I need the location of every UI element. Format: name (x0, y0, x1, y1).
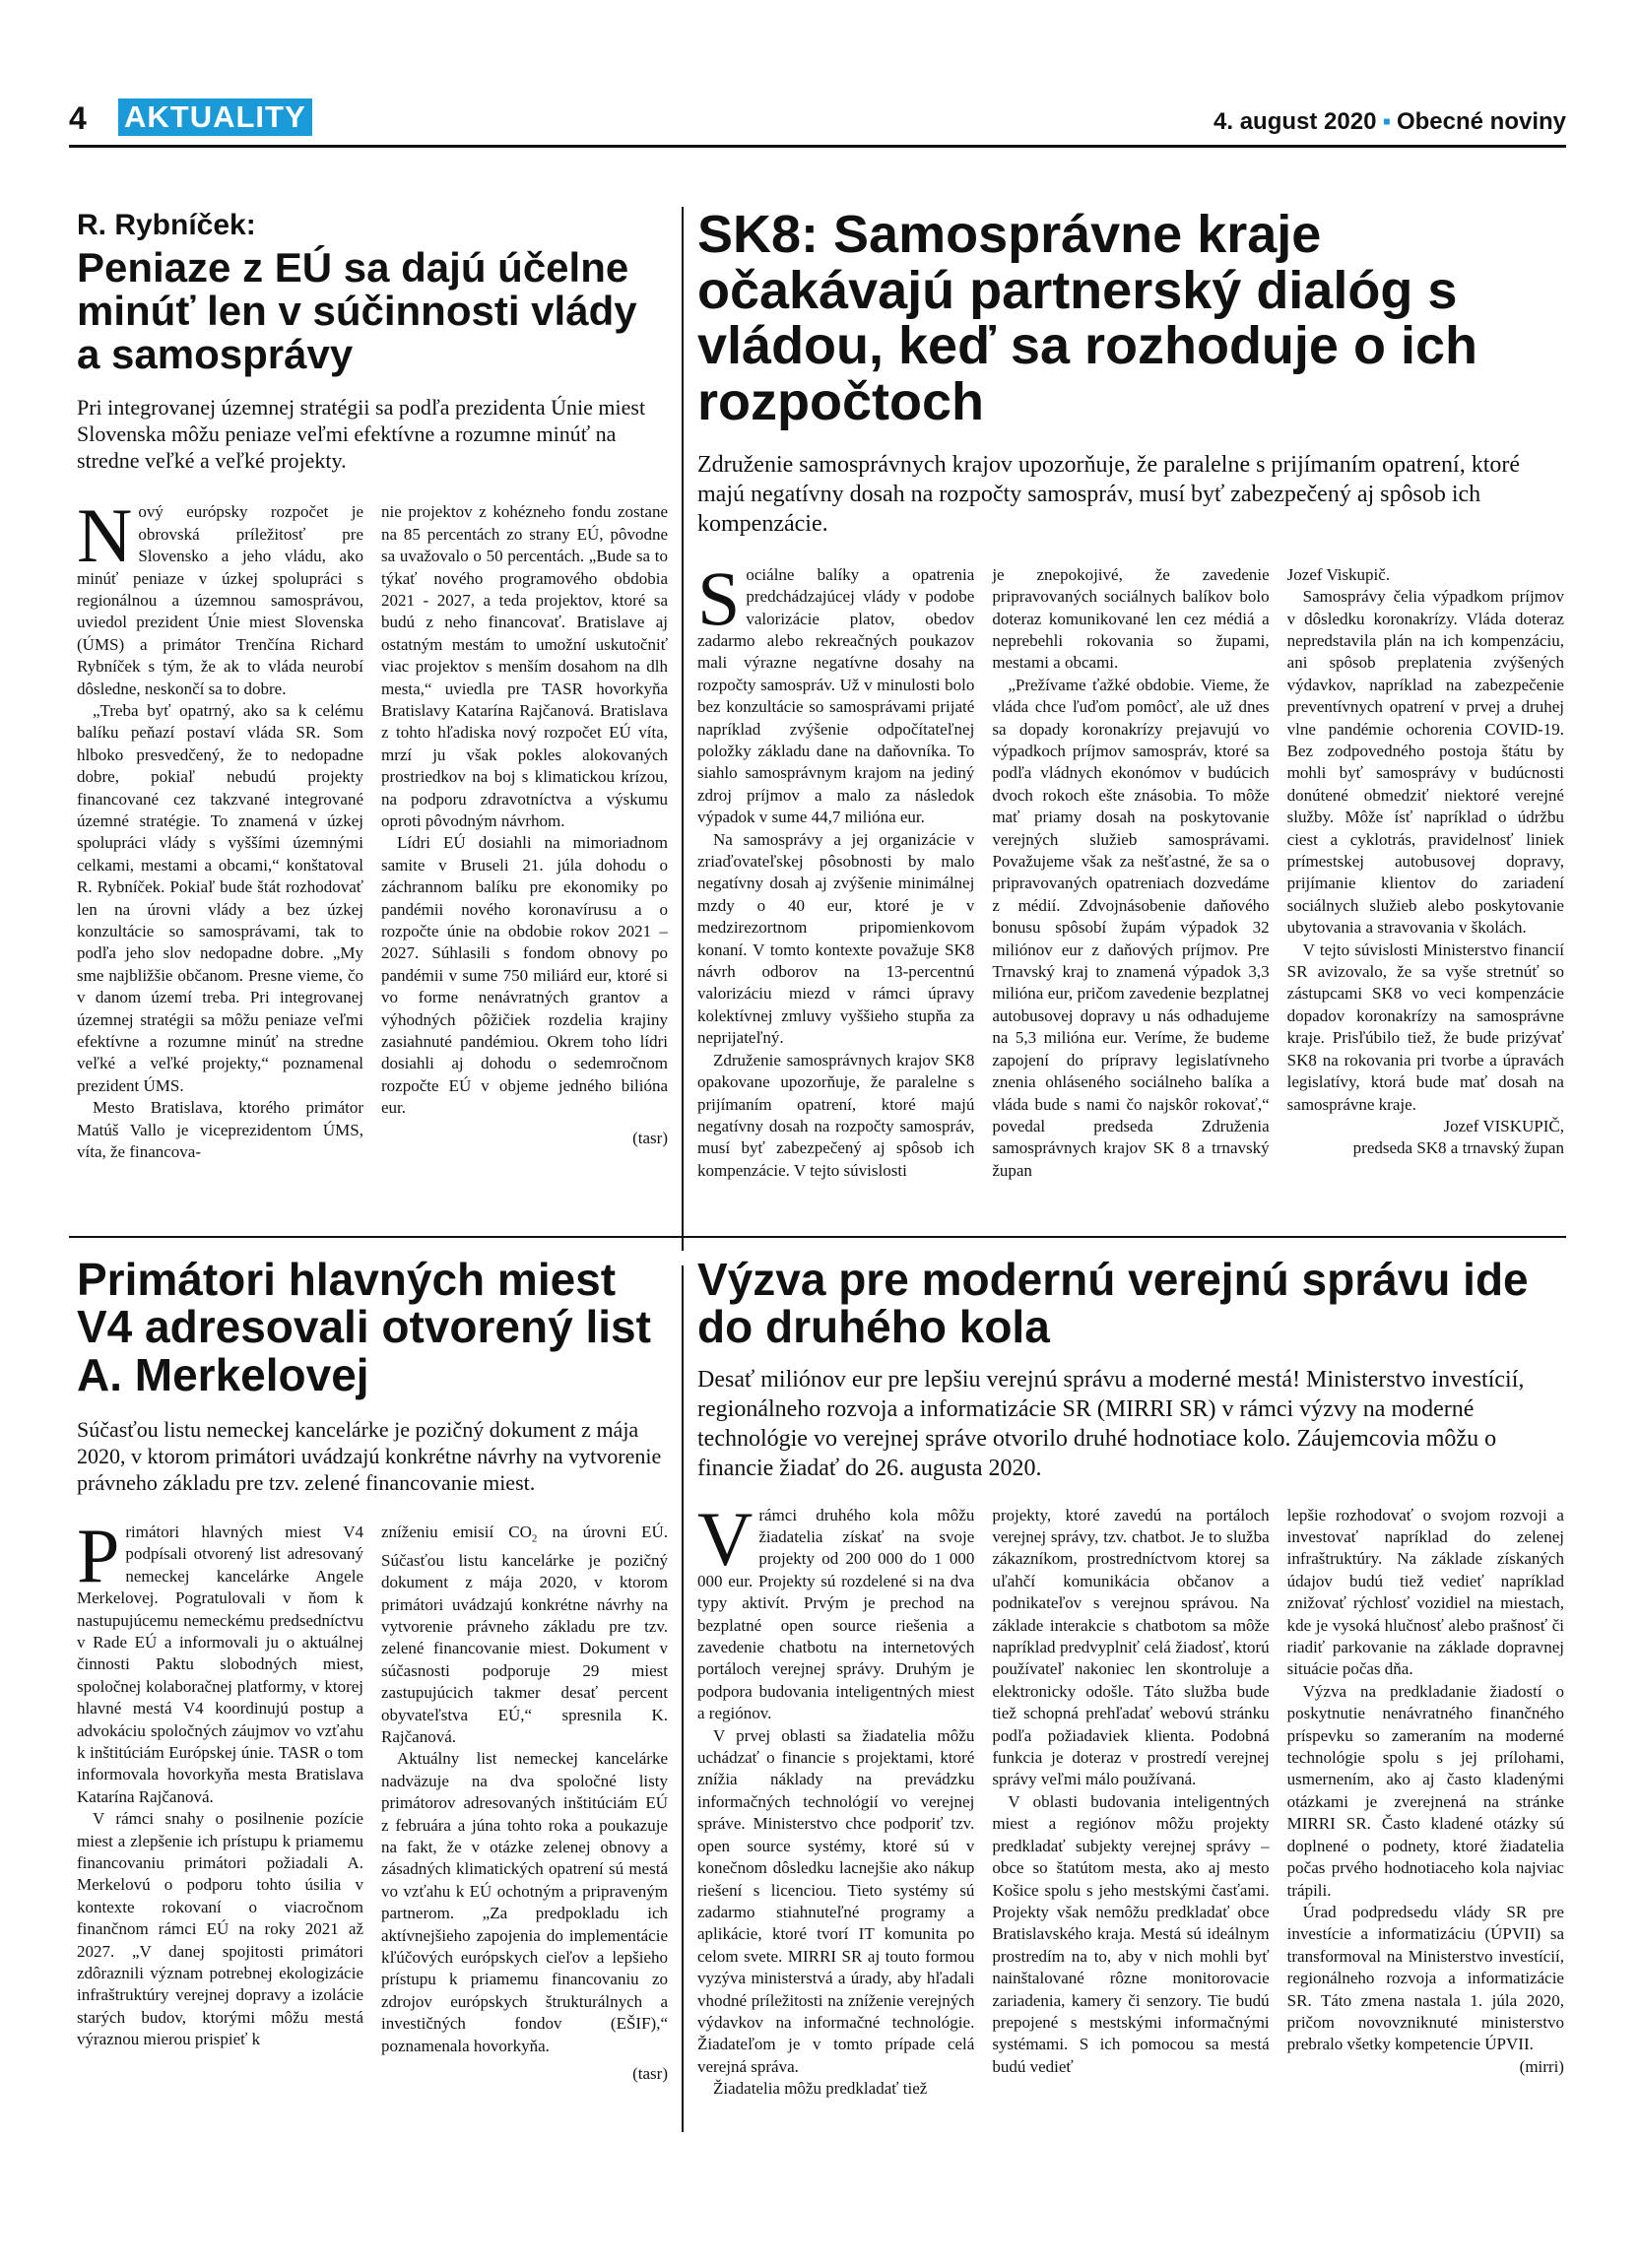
article-signature: (tasr) (632, 2064, 668, 2084)
drop-cap: P (77, 1521, 120, 1598)
paragraph: lepšie rozhodovať o svojom rozvoji a investovať napríklad do zelenej infraštruktúry. Na základe získaných údajov budú tiež vedieť napríklad znižovať rýchlosť vozidiel na miestach, kde je vysoká hlučnosť alebo prašnosť či riadiť parkovanie na základe dopravnej situácie počas dňa. (1286, 1505, 1564, 1679)
paragraph: V rámci snahy o posilnenie pozície miest a zlepšenie ich prístupu k priamemu financovaniu primátori požiadali A. Merkelovú o podporu tohto úsilia v kontexte rokovaní o viacročnom finančnom rámci EÚ na roky 2021 až 2027. „V danej spojitosti primátori zdôraznili význam potrebnej ekologizácie infraštruktúry verejnej dopravy a izolácie starých budov, ktorými môžu mestá výraznou mierou prispieť k (77, 1809, 363, 2049)
article-column (381, 1522, 668, 2122)
page-number: 4 (69, 100, 87, 136)
signature-name: Jozef VISKUPIČ, (1443, 1116, 1564, 1135)
article-lead: Združenie samosprávnych krajov upozorňuje, že paralelne s prijímaním opatrení, ktoré majú negatívny dosah na rozpočty samospráv, musí byť zabezpečený aj spôsob ich kompenzácie. (697, 451, 1521, 537)
article-sk8 (697, 207, 1564, 1249)
drop-cap: V (697, 1504, 754, 1582)
drop-cap: N (77, 501, 133, 579)
paragraph: rámci druhého kola môžu žiadatelia získať na svoje projekty od 200 000 do 1 000 000 eur. Projekty sú rozdelené si na dva typy aktivít. Prvým je prechod na bezplatné open source riešenia a zavedenie chatbotu na internetových portáloch verejnej správy. Druhým je podpora budovania inteligentných miest a regiónov. (697, 1505, 975, 1723)
article-signature: (tasr) (632, 1128, 668, 1147)
article-column (1287, 1505, 1564, 2135)
paragraph: rimátori hlavných miest V4 podpísali otvorený list adresovaný nemeckej kancelárke Angele Merkelovej. Pogratulovali v ňom k nastupujúcemu nemeckému predsedníctvu v Rade EÚ a informovali ju o aktuálnej činnosti Paktu slobodných miest, spoločnej kolaboračnej platformy, v ktorej hlavné mestá V4 koordinujú postup a advokáciu spoločných záujmov vo vzťahu k inštitúciám Európskej únie. TASR o tom informovala hovorkyňa mesta Bratislava Katarína Rajčanová. (77, 1522, 363, 1806)
article-column (992, 564, 1269, 1249)
article-body (77, 501, 668, 1250)
article-column (77, 1522, 363, 2122)
article-headline: Výzva pre modernú verejnú správu ide do druhého kola (697, 1254, 1529, 1353)
paragraph: Na samosprávy a jej organizácie v zriaďovateľskej pôsobnosti by malo negatívny dosah aj zvýšenie minimálnej mzdy o 40 eur, ktoré je v medzirezortnom pripomienkovom konaní. V tomto kontexte považuje SK8 návrh odborov na 13-percentnú valorizáciu miezd v rámci úpravy kolektívnej zmluvy vyššieho stupňa za neprijateľný. (697, 829, 975, 1048)
paragraph: je znepokojivé, že zavedenie pripravovaných sociálnych balíkov bolo doteraz komunikované len cez médiá a neprebehli rokovania so župami, mestami a obcami. (992, 564, 1270, 673)
article-column (697, 564, 974, 1249)
paragraph: Lídri EÚ dosiahli na mimoriadnom samite v Bruseli 21. júla dohodu o záchrannom balíku pre ekonomiky po pandémii nového koronavírusu a o rozpočte únie na obdobie rokov 2021 – 2027. Súhlasili s fondom obnovy po pandémii v sume 750 miliárd eur, ktoré si vo forme nenávratných grantov a výhodných pôžičiek rozdelia krajiny zasiahnuté pandémiou. Okrem toho lídri dosiahli aj dohodu o sedemročnom rozpočte EÚ v objeme jedného bilióna eur. (381, 833, 668, 1118)
masthead-info (1214, 108, 1566, 136)
subscript: 2 (531, 1532, 538, 1545)
paragraph: Žiadatelia môžu predkladať tiež (713, 2079, 928, 2099)
text-run: zníženiu emisií CO (381, 1522, 532, 1541)
article-signature: (mirri) (1519, 2056, 1564, 2076)
paragraph: „Prežívame ťažké obdobie. Vieme, že vláda chce ľuďom pomôcť, ale už dnes sa dopady koronakrízy prejavujú vo výpadkoch príjmov samospráv, ktoré sa podľa vládnych ekonómov v budúcich dvoch rokoch ešte znásobia. To môže mať priamy dosah na poskytovanie verejných služieb samosprávami. Považujeme však za nešťastné, že sa o pripravovaných opatreniach dozvedáme z médií. Zdvojnásobenie daňového bonusu spôsobí župám výpadok 32 miliónov eur z daňových príjmov. Pre Trnavský kraj to znamená výpadok 3,3 milióna eur, pričom zavedenie bezplatnej autobusovej dopravy u nás odhadujeme na 5,3 milióna eur. Veríme, že budeme zapojení do prípravy legislatívneho znenia ohláseného sociálneho balíka a vláda bude s nami čo najskôr rokovať,“ povedal predseda Združenia samosprávnych krajov SK 8 a trnavský župan (992, 675, 1270, 1180)
text-run: na úrovni EÚ. Súčasťou listu kancelárke je pozičný dokument z mája 2020, v ktorom primátori uvádzajú konkrétne návrhy na vytvorenie právneho základu pre tzv. zelené financovanie miest. Dokument v súčasnosti podporuje 29 miest zastupujúcich takmer desať percent obyvateľstva EÚ,“ spresnila K. Rajčanová. (381, 1522, 668, 1746)
paragraph: V tejto súvislosti Ministerstvo financií SR avizovalo, že sa vyše stretnúť so zástupcami SK8 vo veci kompenzácie dopadov koronakrízy na samosprávne kraje. Prisľúbilo tiež, že bude prizývať SK8 na rokovania pri tvorbe a úpravách legislatívy, ktorá bude mať dosah na samosprávne kraje. (1286, 940, 1564, 1114)
article-column (697, 1505, 974, 2135)
paragraph: Združenie samosprávnych krajov SK8 opakovane upozorňuje, že paralelne s prijímaním opatrení, ktoré majú negatívny dosah na rozpočty samospráv, musí byť zabezpečený aj spôsob ich kompenzácie. V tejto súvislosti (697, 1050, 975, 1180)
article-headline: Peniaze z EÚ sa dajú účelne minúť len v súčinnosti vlády a samosprávy (77, 244, 637, 378)
paragraph: Aktuálny list nemeckej kancelárke nadväzuje na dva spoločné listy primátorov adresovaných inštitúciám EÚ z februára a júna tohto roka a poukazuje na fakt, že v otázke zelenej obnovy a zásadných klimatických opatrení sú mestá vo vzťahu k EÚ ochotným a pripraveným partnerom. „Za predpokladu ich aktívnejšieho zapojenia do implementácie kľúčových európskych cieľov a lepšieho prístupu k priamemu financovaniu zo zdrojov európskych štrukturálnych a investičných fondov (EŠIF),“ poznamenala hovorkyňa. (381, 1749, 668, 2055)
paragraph: ociálne balíky a opatrenia predchádzajúcej vlády v podobe valorizácie platov, obedov zadarmo alebo rekreačných poukazov mali výrazne negatívne dosahy na rozpočty samospráv. Už v minulosti bolo bez konzultácie so samosprávami prijaté napríklad zvýšenie odpočítateľnej položky základu dane na daňovníka. To siahlo samosprávnym krajom na jediný zdroj príjmov a malo za následok výpadok v sume 44,7 milióna eur. (697, 564, 975, 827)
paragraph (381, 1522, 668, 1748)
article-column (381, 501, 668, 1250)
paragraph: projekty, ktoré zavedú na portáloch verejnej správy, tzv. chatbot. Je to služba zákazníkom, prostredníctvom ktorej sa uľahčí komunikácia občanov a podnikateľov s verejnou správou. Na základe interakcie s chatbotom sa môže napríklad predvyplniť celá žiadosť, ktorú používateľ nakoniec len skontroluje a elektronicky odošle. Táto služba bude tiež schopná prehľadať webovú stránku podľa požiadaviek klienta. Podobná funkcia je doteraz v prostredí verejnej správy veľmi málo používaná. (992, 1505, 1270, 1789)
issue-date: 4. august 2020 (1214, 108, 1377, 135)
article-kicker: R. Rybníček: (77, 209, 256, 241)
paragraph: Mesto Bratislava, ktorého primátor Matúš Vallo je viceprezidentom ÚMS, víta, že financova- (77, 1098, 363, 1162)
paragraph: Jozef Viskupič. (1286, 564, 1391, 584)
paragraph: Úrad podpredsedu vlády SR pre investície a informatizáciu (ÚPVII) sa transformoval na Ministerstvo investícií, regionálneho rozvoja a informatizácie SR. Táto zmena nastala 1. júla 2020, pričom novovzniknuté ministerstvo prebralo všetky kompetencie ÚPVII. (1286, 1902, 1564, 2054)
article-headline: Primátori hlavných miest V4 adresovali otvorený list A. Merkelovej (77, 1254, 651, 1400)
paragraph: V oblasti budovania inteligentných miest a regiónov môžu projekty predkladať subjekty verejnej správy – obce so štatútom mesta, ako aj mesto Košice spolu s jeho mestskými časťami. Projekty však nemôžu predkladať obce Bratislavského kraja. Mestá sú ideálnym prostredím na to, aby v nich mohli byť nainštalované rôzne monitorovacie zariadenia, kamery či senzory. Tie budú prepojené s mestskými informačnými systémami. S ich pomocou sa mestá budú vedieť (992, 1791, 1270, 2076)
article-body (697, 1505, 1564, 2135)
article-column (1287, 564, 1564, 1249)
drop-cap: S (697, 563, 741, 641)
article-body (697, 564, 1564, 1249)
column-divider (682, 1265, 684, 2132)
paragraph: Výzva na predkladanie žiadostí o poskytnutie nenávratného finančného príspevku so zameraním na moderné technológie spolu s jej prílohami, usmernením, ako aj často kladenými otázkami je zverejnená na stránke MIRRI SR. Často kladené otázky sú doplnené o podnety, ktoré žiadatelia počas prvého hodnotiaceho kola najviac trápili. (1286, 1681, 1564, 1900)
article-mirri (697, 1256, 1564, 2135)
article-column (992, 1505, 1269, 2135)
section-label: AKTUALITY (118, 98, 312, 136)
article-column (77, 501, 363, 1250)
paragraph: „Treba byť opatrný, ako sa k celému balíku peňazí postaví vláda SR. Som hlboko presvedčený, že to nedopadne dobre, pokiaľ nebudú projekty financované cez takzvané integrované územné stratégie. To znamená v úzkej spolupráci vlády s vyššími územnými celkami, mestami a obcami,“ konštatoval R. Rybníček. Pokiaľ bude štát rozhodovať len na úrovni vlády a bez úzkej konzultácie so samosprávami, tak to podľa jeho slov nedopadne dobre. „My sme najbližšie občanom. Presne vieme, čo v danom území treba. Pri integrovanej územnej stratégii sa môžu peniaze veľmi efektívne a rozumne minúť na stredne veľké a veľké projekty,“ poznamenal prezident ÚMS. (77, 700, 363, 1095)
paragraph: ový európsky rozpočet je obrovská príležitosť pre Slovensko a jeho vládu, ako minúť peniaze v úzkej spolupráci s regionálnou a územnou samosprávou, uviedol prezident Únie miest Slovenska (ÚMS) a primátor Trenčína Richard Rybníček s tým, že ak to vláda neurobí dôsledne, neskončí sa to dobre. (77, 502, 363, 698)
paragraph: nie projektov z kohézneho fondu zostane na 85 percentách zo strany EÚ, pôvodne sa uvažovalo o 50 percentách. „Bude sa to týkať nového programového obdobia 2021 - 2027, a teda projektov, ktoré sa budú z neho financovať. Bratislave aj ostatným mestám to umožní uskutočniť viac projektov s menším dosahom na dlh mesta,“ uviedla pre TASR hovorkyňa Bratislavy Katarína Rajčanová. Bratislava z tohto hľadiska nový rozpočet EÚ víta, mrzí ju však pokles alokovaných prostriedkov na boj s klimatickou krízou, na podporu zdravotníctva a výskumu oproti pôvodným návrhom. (381, 502, 668, 830)
article-lead: Desať miliónov eur pre lepšiu verejnú správu a moderné mestá! Ministerstvo investícií, regionálneho rozvoja a informatizácie SR (MIRRI SR) v rámci výzvy na moderné technológie vo verejnej správe otvorilo druhé hodnotiace kolo. Záujemcovia môžu o financie žiadať do 26. augusta 2020. (697, 1366, 1525, 1481)
article-headline: SK8: Samosprávne kraje očakávajú partnerský dialóg s vládou, keď sa rozhoduje o ich rozpočtoch (697, 205, 1477, 432)
publication-name: Obecné noviny (1396, 108, 1566, 135)
article-v4-mayors (77, 1256, 668, 2122)
article-rybnicek (77, 209, 668, 1250)
article-lead: Pri integrovanej územnej stratégii sa podľa prezidenta Únie miest Slovenska môžu peniaze veľmi efektívne a rozumne minúť na stredne veľké a veľké projekty. (77, 395, 646, 474)
article-body (77, 1522, 668, 2122)
article-lead: Súčasťou listu nemeckej kancelárke je pozičný dokument z mája 2020, v ktorom primátori uvádzajú konkrétne návrhy na vytvorenie právneho základu pre tzv. zelené financovanie miest. (77, 1416, 662, 1495)
column-divider (682, 207, 684, 1251)
separator-dot: ▪ (1382, 108, 1391, 135)
paragraph: Samosprávy čelia výpadkom príjmov v dôsledku koronakrízy. Vláda doteraz nepredstavila plán na ich kompenzáciu, ani spôsob preplatenia zvýšených výdavkov, napríklad na zabezpečenie preventívnych opatrení v prvej a druhej vlne pandémie ochorenia COVID-19. Bez zodpovedného postoja štátu by mohli byť samosprávy v budúcnosti donútené obmedziť niektoré verejné služby. Môže ísť napríklad o údržbu ciest a cyklotrás, pravidelnosť liniek prímestskej autobusovej dopravy, prijímanie klientov do zariadení sociálnych služieb alebo poskytovanie ubytovania a stravovania v školách. (1286, 587, 1564, 938)
signature-role: predseda SK8 a trnavský župan (1352, 1138, 1564, 1158)
paragraph: V prvej oblasti sa žiadatelia môžu uchádzať o financie s projektami, ktoré znížia náklady na prevádzku informačných technológií vo verejnej správe. Ministerstvo chce podporiť tzv. open source systémy, ktoré sú v konečnom dôsledku lacnejšie ako nákup riešení s licenciou. Tieto systémy sú zadarmo stiahnuteľné programy a aplikácie, ktoré tvorí IT komunita po celom svete. MIRRI SR aj touto formou vyzýva ministerstvá a úrady, aby hľadali vhodné príležitosti na zníženie verejných výdavkov na informačné technológie. Žiadateľom je v tomto prípade celá verejná správa. (697, 1725, 975, 2076)
header-rule (69, 145, 1566, 148)
